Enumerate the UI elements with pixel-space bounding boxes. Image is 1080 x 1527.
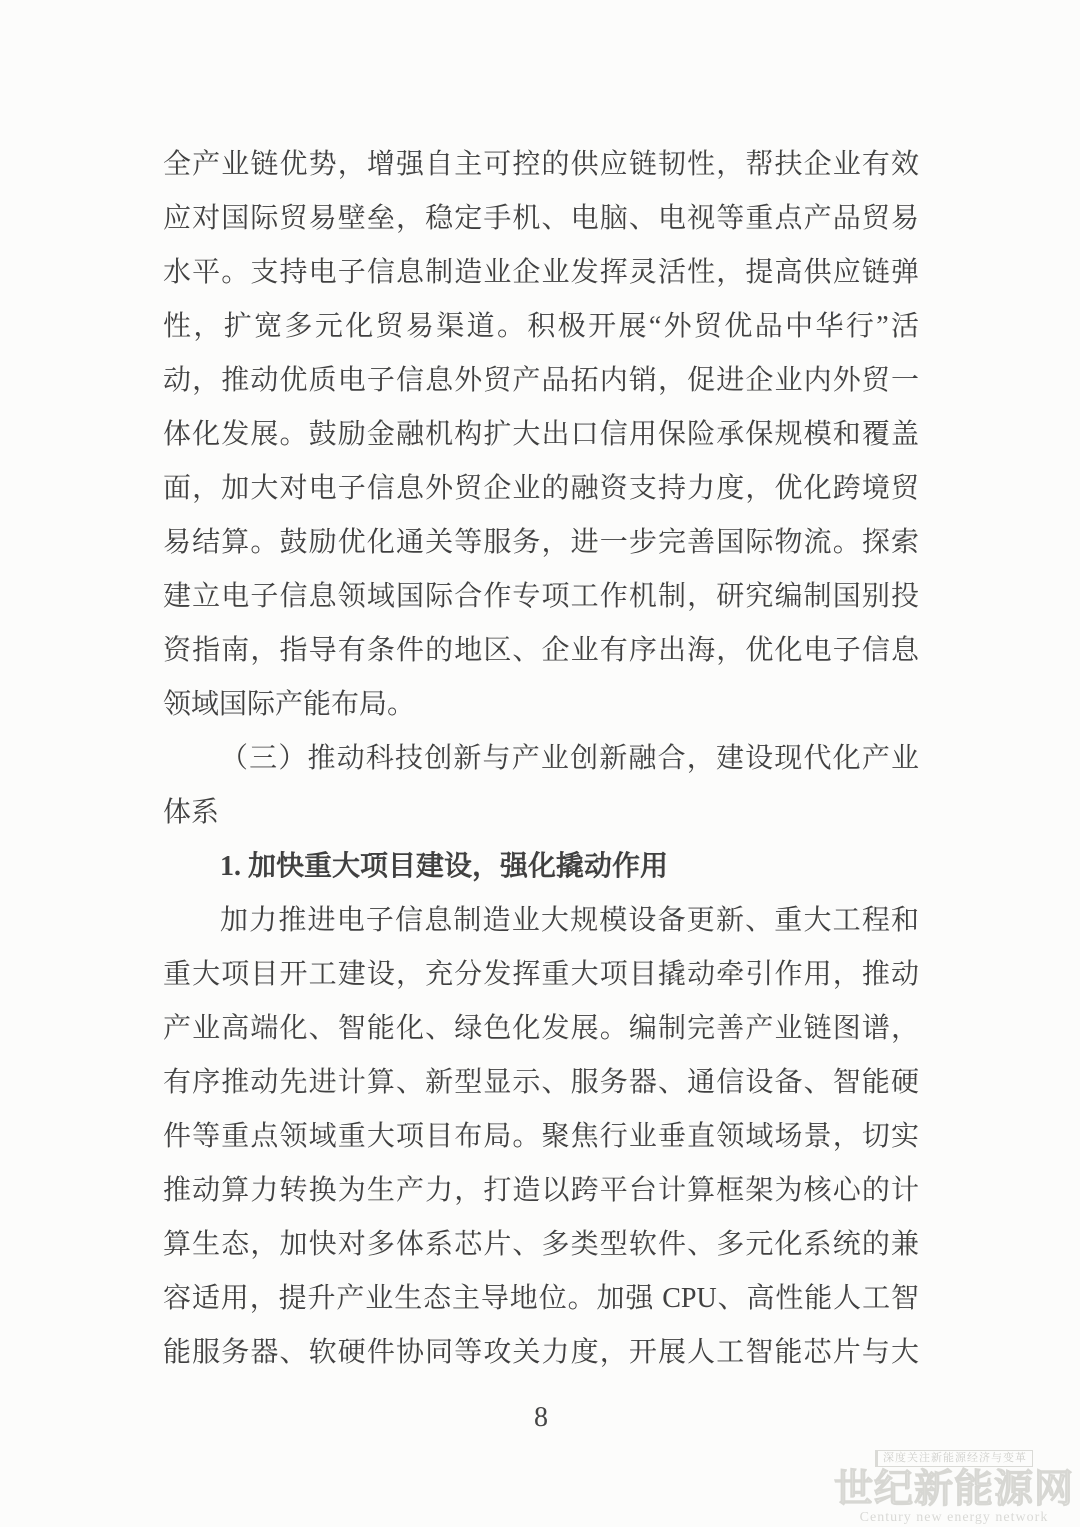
text-line: 性，扩宽多元化贸易渠道。积极开展“外贸优品中华行”活 xyxy=(163,311,919,342)
text-line: 体化发展。鼓励金融机构扩大出口信用保险承保规模和覆盖 xyxy=(163,419,919,450)
heading-line: （三）推动科技创新与产业创新融合，建设现代化产业 xyxy=(220,743,919,774)
section-heading xyxy=(163,732,919,840)
text-line: 加力推进电子信息制造业大规模设备更新、重大工程和 xyxy=(220,905,919,936)
text-column xyxy=(163,138,919,1380)
watermark xyxy=(834,1449,1074,1525)
page-number: 8 xyxy=(534,1402,548,1433)
text-line: 领域国际产能布局。 xyxy=(163,689,416,720)
heading-line: 体系 xyxy=(163,797,220,828)
text-line: 算生态，加快对多体系芯片、多类型软件、多元化系统的兼 xyxy=(163,1229,919,1260)
body-paragraph xyxy=(163,894,919,1380)
text-line: 产业高端化、智能化、绿色化发展。编制完善产业链图谱， xyxy=(163,1013,919,1044)
text-line: 建立电子信息领域国际合作专项工作机制，研究编制国别投 xyxy=(163,581,919,612)
paragraph-continuation xyxy=(163,138,919,732)
watermark-title: 世纪新能源网 xyxy=(834,1468,1075,1511)
text-line: 全产业链优势，增强自主可控的供应链韧性，帮扶企业有效 xyxy=(163,149,919,180)
text-line: 重大项目开工建设，充分发挥重大项目撬动牵引作用，推动 xyxy=(163,959,919,990)
watermark-subtitle: Century new energy network xyxy=(859,1510,1049,1525)
text-line: 应对国际贸易壁垒，稳定手机、电脑、电视等重点产品贸易 xyxy=(163,203,919,234)
text-line: 推动算力转换为生产力，打造以跨平台计算框架为核心的计 xyxy=(163,1175,919,1206)
text-line: 能服务器、软硬件协同等攻关力度，开展人工智能芯片与大 xyxy=(163,1337,919,1368)
text-line: 资指南，指导有条件的地区、企业有序出海，优化电子信息 xyxy=(163,635,919,666)
text-line: 面，加大对电子信息外贸企业的融资支持力度，优化跨境贸 xyxy=(163,473,919,504)
numbered-heading xyxy=(163,840,919,894)
heading-line: 1. 加快重大项目建设，强化撬动作用 xyxy=(220,851,669,882)
text-line: 件等重点领域重大项目布局。聚焦行业垂直领域场景，切实 xyxy=(163,1121,919,1152)
watermark-tagline: 深度关注新能源经济与变革 xyxy=(875,1450,1033,1467)
text-line: 容适用，提升产业生态主导地位。加强 CPU、高性能人工智 xyxy=(163,1283,919,1314)
text-line: 有序推动先进计算、新型显示、服务器、通信设备、智能硬 xyxy=(163,1067,919,1098)
text-line: 水平。支持电子信息制造业企业发挥灵活性，提高供应链弹 xyxy=(163,257,919,288)
text-line: 动，推动优质电子信息外贸产品拓内销，促进企业内外贸一 xyxy=(163,365,919,396)
text-line: 易结算。鼓励优化通关等服务，进一步完善国际物流。探索 xyxy=(163,527,919,558)
